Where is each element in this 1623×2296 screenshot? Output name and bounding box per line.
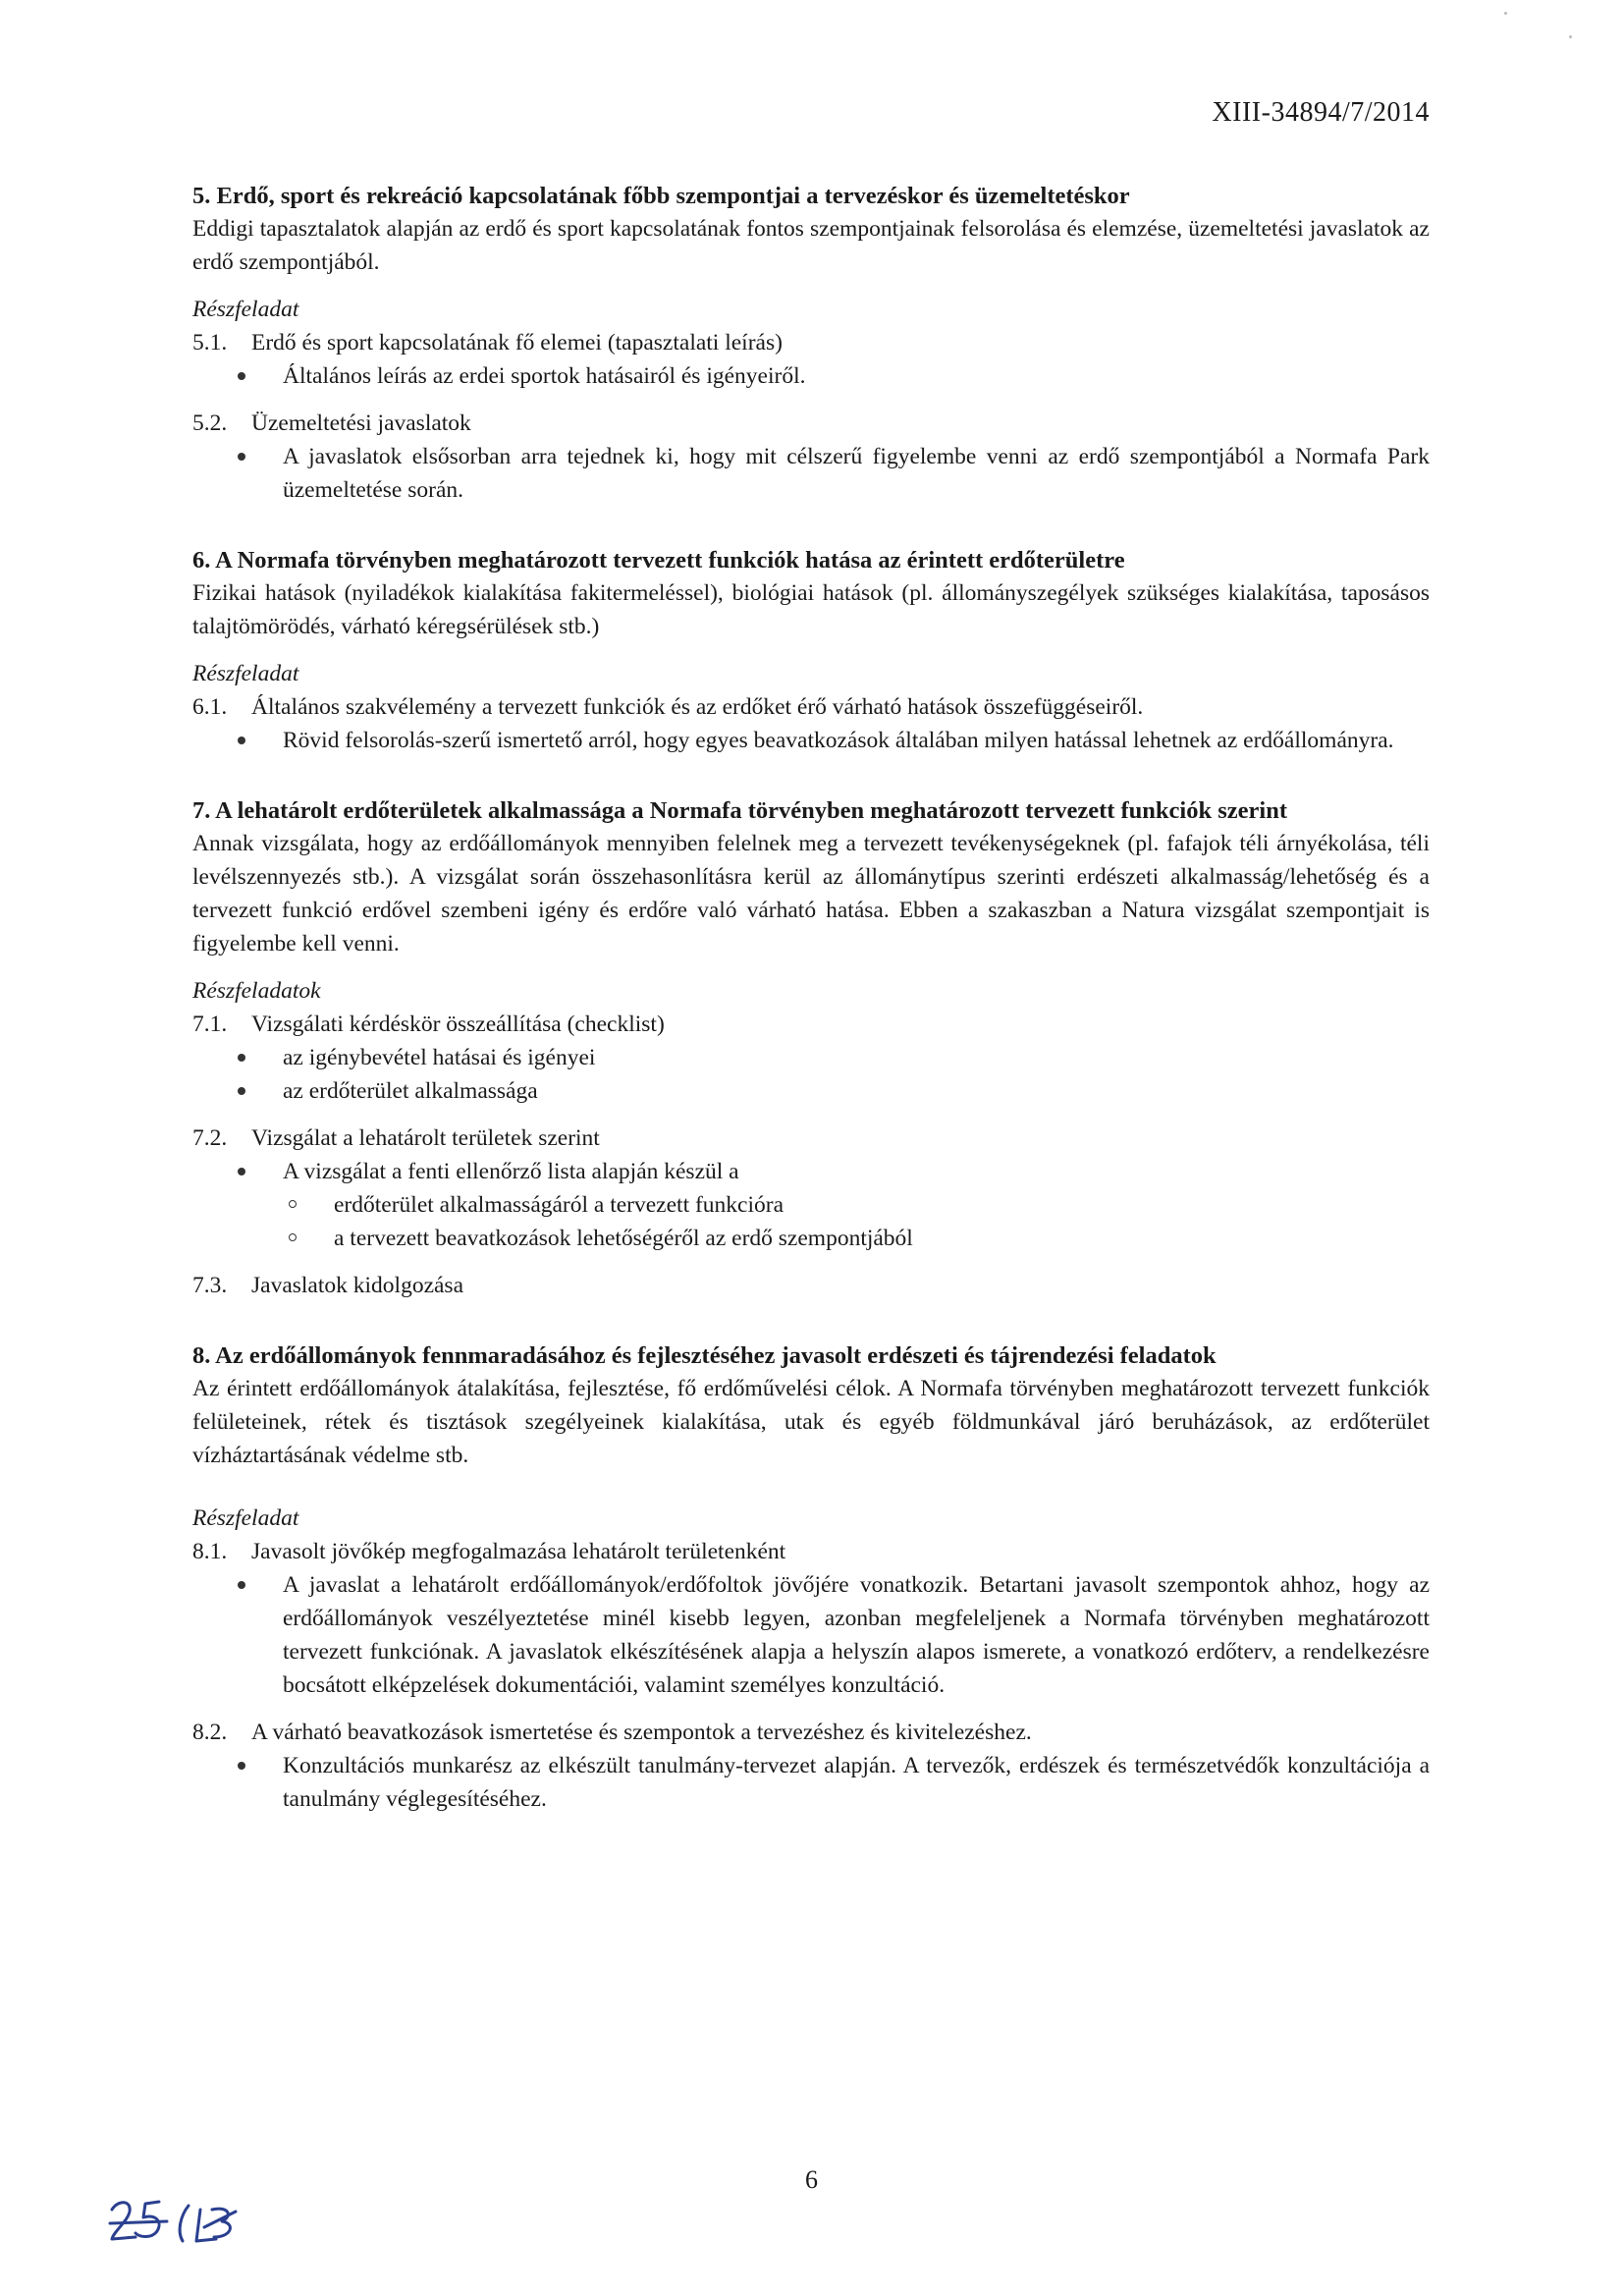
task-number: 5.1. [192, 330, 228, 355]
section-body: Annak vizsgálata, hogy az erdőállományok mennyiben felelnek meg a tervezett tevékenységeknek (pl. fafajok téli árnyékolása, téli levélszennyezés stb.). A vizsgálat során összehasonlításra kerül az állománytípus szerinti erdészeti alkalmasság/lehetőség és a tervezett funkció erdővel szembeni igény és erdőre való várható hatása. Ebben a szakaszban a Natura vizsgálat szempontjait is figyelembe kell venni. [192, 831, 1430, 957]
task-title: Vizsgálat a lehatárolt területek szerint [251, 1125, 600, 1151]
subtask-label: Részfeladat [192, 297, 299, 322]
handwritten-initials [106, 2192, 243, 2253]
document-reference: XIII-34894/7/2014 [1212, 97, 1430, 128]
task-number: 8.2. [192, 1720, 228, 1745]
sub-bullet-item: a tervezett beavatkozások lehetőségéről az erdő szempontjából [283, 1222, 1430, 1255]
task-7-3 [192, 1269, 1430, 1302]
section-5 [192, 180, 1430, 507]
section-8 [192, 1339, 1430, 1816]
task-8-2 [192, 1716, 1430, 1816]
bullet-item: az igénybevétel hatásai és igényei [232, 1041, 1430, 1074]
bullet-item: A javaslat a lehatárolt erdőállományok/erdőfoltok jövőjére vonatkozik. Betartani javasolt szempontok ahhoz, hogy az erdőállományok veszélyeztetése minél kisebb legyen, azonban megfeleljenek a Normafa törvényben meghatározott tervezett funkciónak. A javaslatok elkészítésének alapja a helyszín alapos ismerete, a vonatkozó erdőterv, a rendelkezésre bocsátott elképzelések dokumentációi, valamint személyes konzultáció. [232, 1568, 1430, 1702]
bullet-item: Rövid felsorolás-szerű ismertető arról, hogy egyes beavatkozások általában milyen hatással lehetnek az erdőállományra. [232, 724, 1430, 757]
subtask-label: Részfeladatok [192, 978, 321, 1004]
task-number: 8.1. [192, 1539, 228, 1564]
bullet-item: az erdőterület alkalmassága [232, 1074, 1430, 1108]
task-5-2 [192, 407, 1430, 507]
sub-bullet-item: erdőterület alkalmasságáról a tervezett funkcióra [283, 1188, 1430, 1222]
task-number: 5.2. [192, 410, 228, 436]
task-title: Erdő és sport kapcsolatának fő elemei (tapasztalati leírás) [251, 330, 783, 355]
task-7-2 [192, 1121, 1430, 1255]
task-number: 7.1. [192, 1011, 228, 1037]
subtask-label: Részfeladat [192, 661, 299, 686]
task-title: A várható beavatkozások ismertetése és szempontok a tervezéshez és kivitelezéshez. [251, 1720, 1032, 1745]
section-7 [192, 794, 1430, 1302]
scan-speck [1569, 35, 1572, 38]
section-heading: 5. Erdő, sport és rekreáció kapcsolatának főbb szempontjai a tervezéskor és üzemeltetéskor [192, 183, 1130, 209]
task-7-1 [192, 1008, 1430, 1108]
task-title: Általános szakvélemény a tervezett funkciók és az erdőket érő várható hatások összefüggéseiről. [251, 694, 1144, 720]
task-8-1 [192, 1535, 1430, 1702]
task-6-1 [192, 690, 1430, 757]
bullet-item: Általános leírás az erdei sportok hatásairól és igényeiről. [232, 359, 1430, 393]
document-page [192, 93, 1430, 1853]
section-body: Eddigi tapasztalatok alapján az erdő és sport kapcsolatának fontos szempontjainak felsorolása és elemzése, üzemeltetési javaslatok az erdő szempontjából. [192, 216, 1430, 275]
task-5-1 [192, 326, 1430, 393]
section-heading: 7. A lehatárolt erdőterületek alkalmassága a Normafa törvényben meghatározott tervezett funkciók szerint [192, 797, 1287, 824]
task-title: Javasolt jövőkép megfogalmazása lehatárolt területenként [251, 1539, 786, 1564]
bullet-text: A vizsgálat a fenti ellenőrző lista alapján készül a [283, 1159, 739, 1184]
task-title: Üzemeltetési javaslatok [251, 410, 471, 436]
task-number: 7.3. [192, 1273, 228, 1298]
section-6 [192, 544, 1430, 757]
task-title: Javaslatok kidolgozása [251, 1273, 464, 1298]
task-title: Vizsgálati kérdéskör összeállítása (checklist) [251, 1011, 665, 1037]
scan-speck [1504, 12, 1507, 15]
task-number: 6.1. [192, 694, 228, 720]
section-body: Az érintett erdőállományok átalakítása, fejlesztése, fő erdőművelési célok. A Normafa törvényben meghatározott tervezett funkciók felületeinek, rétek és tisztások szegélyeinek kialakítása, utak és egyéb földmunkával járó beruházások, az erdőterület vízháztartásának védelme stb. [192, 1376, 1430, 1468]
task-number: 7.2. [192, 1125, 228, 1151]
section-body: Fizikai hatások (nyiladékok kialakítása fakitermeléssel), biológiai hatások (pl. állományszegélyek szükséges kialakítása, taposásos talajtömörödés, várható kéregsérülések stb.) [192, 580, 1430, 639]
section-heading: 8. Az erdőállományok fennmaradásához és fejlesztéséhez javasolt erdészeti és tájrendezési feladatok [192, 1342, 1217, 1369]
section-heading: 6. A Normafa törvényben meghatározott tervezett funkciók hatása az érintett erdőterületre [192, 547, 1125, 574]
subtask-label: Részfeladat [192, 1505, 299, 1531]
bullet-item [232, 1155, 1430, 1255]
bullet-item: Konzultációs munkarész az elkészült tanulmány-tervezet alapján. A tervezők, erdészek és természetvédők konzultációja a tanulmány véglegesítéséhez. [232, 1749, 1430, 1816]
page-number: 6 [805, 2165, 818, 2194]
bullet-item: A javaslatok elsősorban arra tejednek ki, hogy mit célszerű figyelembe venni az erdő szempontjából a Normafa Park üzemeltetése során. [232, 440, 1430, 507]
